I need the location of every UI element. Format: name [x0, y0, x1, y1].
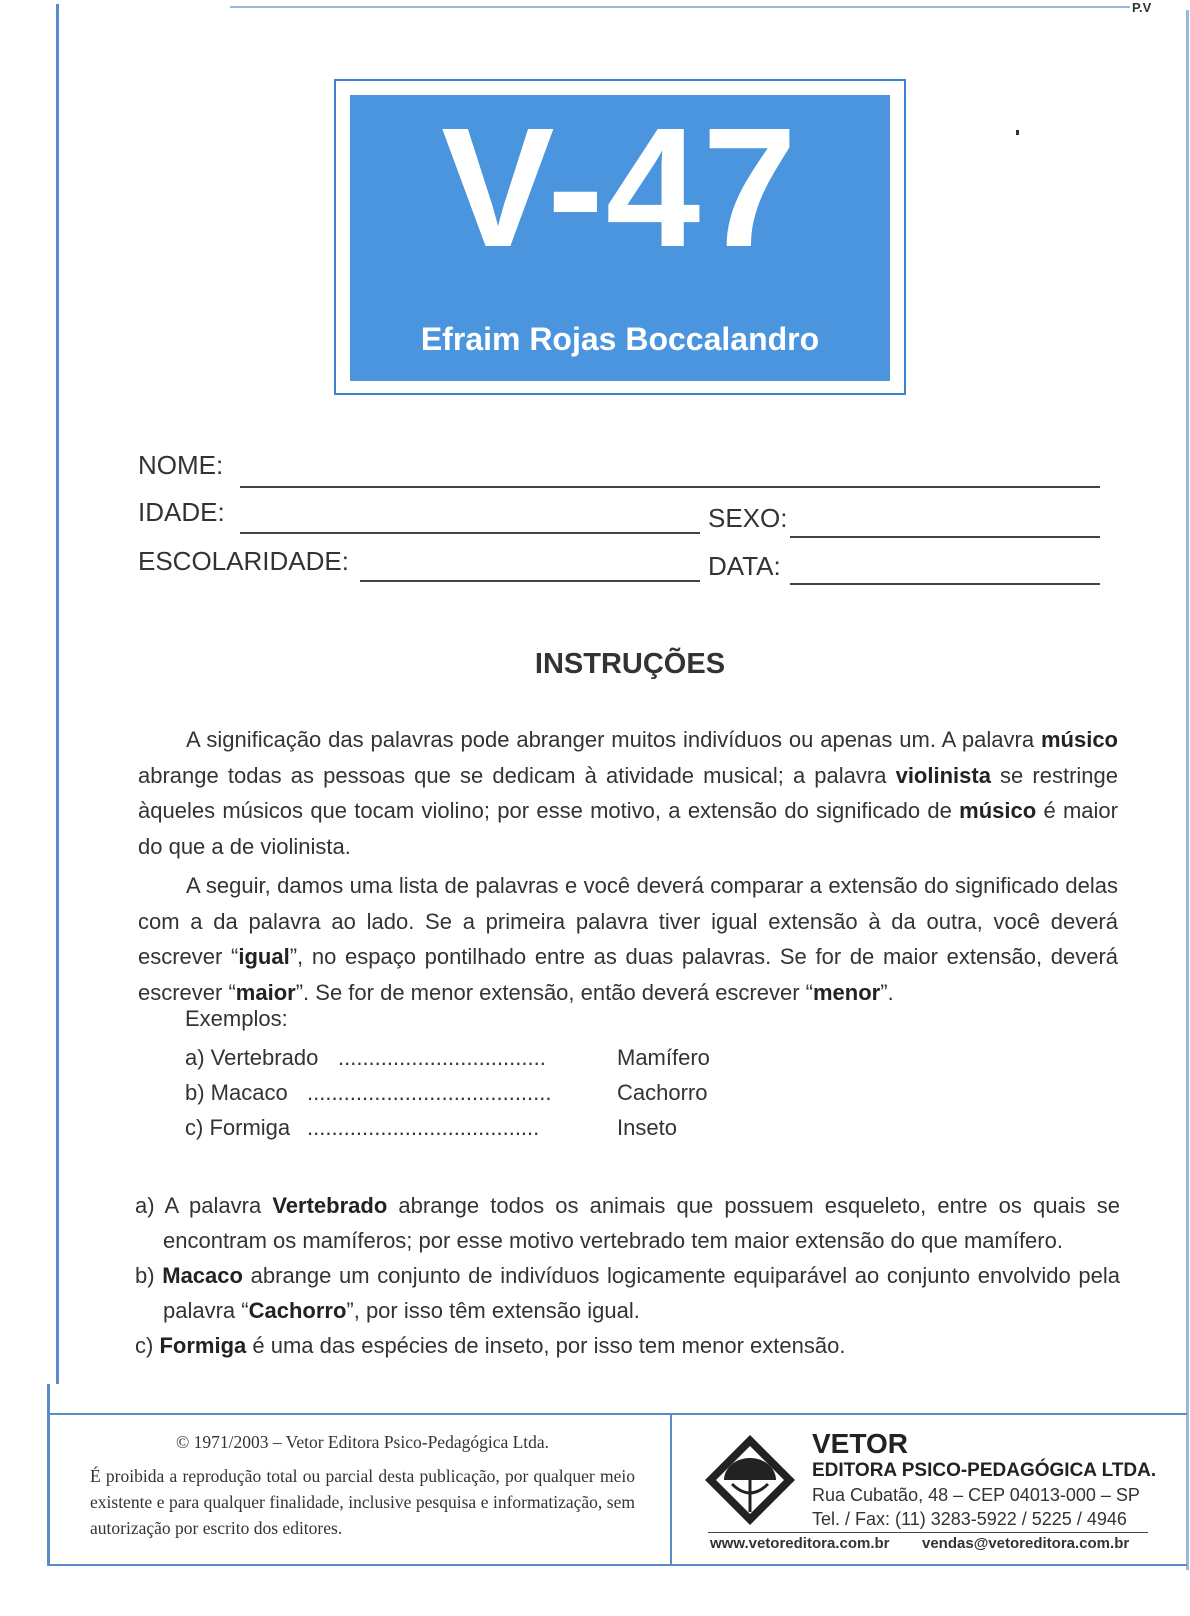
- example-left-word: a) Vertebrado: [185, 1045, 319, 1070]
- footer-divider: [670, 1415, 672, 1564]
- copyright-line: © 1971/2003 – Vetor Editora Psico-Pedagógica Ltda.: [175, 1432, 550, 1452]
- example-dotted-blank: ......................................: [307, 1115, 540, 1140]
- nome-field[interactable]: [240, 486, 1100, 488]
- vetor-logo-icon: [702, 1432, 798, 1528]
- instructions-paragraph-1: A significação das palavras pode abranger muitos indivíduos ou apenas um. A palavra músico abrange todas as pessoas que se dedicam à atividade musical; a palavra violinista se restringe àqueles músicos que tocam violino; por esse motivo, a extensão do significado de músico é maior do que a de violinista.: [138, 727, 1118, 859]
- publisher-phone: Tel. / Fax: (11) 3283-5922 / 5225 / 4946: [812, 1509, 1127, 1529]
- example-right-word: Inseto: [617, 1115, 677, 1140]
- footer-top-rule: [47, 1413, 1187, 1415]
- idade-field[interactable]: [240, 532, 700, 534]
- example-right-word: Cachorro: [617, 1080, 708, 1105]
- website-link[interactable]: www.vetoreditora.com.br: [710, 1535, 890, 1552]
- explanation-c: c) Formiga é uma das espécies de inseto, por isso tem menor extensão.: [135, 1333, 846, 1358]
- examples-label: Exemplos:: [185, 1006, 288, 1031]
- frame-left-line: [56, 4, 59, 1384]
- idade-label: IDADE:: [138, 497, 225, 527]
- publisher-name: EDITORA PSICO-PEDAGÓGICA LTDA.: [812, 1460, 1157, 1481]
- sexo-label: SEXO:: [708, 503, 788, 533]
- corner-mark: P.V: [1132, 0, 1152, 15]
- test-title: V-47: [441, 93, 799, 283]
- explanations: [135, 1188, 1120, 1363]
- example-right-word: Mamífero: [617, 1045, 710, 1070]
- escolaridade-label: ESCOLARIDADE:: [138, 546, 349, 576]
- email-link[interactable]: vendas@vetoreditora.com.br: [922, 1535, 1130, 1552]
- example-dotted-blank: ........................................: [307, 1080, 552, 1105]
- copyright-block: [90, 1432, 635, 1541]
- example-left-word: b) Macaco: [185, 1080, 288, 1105]
- author-name: Efraim Rojas Boccalandro: [420, 321, 820, 357]
- instructions-paragraph-2: A seguir, damos uma lista de palavras e você deverá comparar a extensão do significado delas com a da palavra ao lado. Se a primeira palavra tiver igual extensão à da outra, você deverá escrever “igual”, no espaço pontilhado entre as duas palavras. Se for de maior extensão, deverá escrever “maior”. Se for de menor extensão, então deverá escrever “menor”.: [138, 873, 1119, 1005]
- example-dotted-blank: ..................................: [338, 1045, 546, 1070]
- frame-top-line: [230, 6, 1130, 8]
- reproduction-notice: É proibida a reprodução total ou parcial desta publicação, por qualquer meio existente e para qualquer finalidade, inclusive pesquisa e informatização, sem autorização por escrito dos editores.: [90, 1466, 635, 1538]
- title-box: [350, 95, 890, 381]
- data-field[interactable]: [790, 583, 1100, 585]
- data-label: DATA:: [708, 551, 781, 581]
- escolaridade-field[interactable]: [360, 580, 700, 582]
- speck: [1016, 130, 1019, 135]
- explanation-a: a) A palavra Vertebrado abrange todos os animais que possuem esqueleto, entre os quais se encontram os mamíferos; por esse motivo vertebrado tem maior extensão do que mamífero.: [135, 1193, 1120, 1253]
- footer-link-rule: [708, 1532, 1148, 1533]
- frame-left-line-footer: [47, 1384, 50, 1564]
- example-left-word: c) Formiga: [185, 1115, 291, 1140]
- explanation-b: b) Macaco abrange um conjunto de indivíduos logicamente equiparável ao conjunto envolvido pela palavra “Cachorro”, por isso têm extensão igual.: [135, 1263, 1120, 1323]
- instructions-heading: INSTRUÇÕES: [534, 648, 726, 680]
- nome-label: NOME:: [138, 450, 224, 480]
- sexo-field[interactable]: [790, 536, 1100, 538]
- publisher-address: Rua Cubatão, 48 – CEP 04013-000 – SP: [812, 1485, 1140, 1505]
- footer-bottom-rule: [47, 1564, 1187, 1566]
- frame-right-line: [1186, 10, 1189, 1570]
- brand-name: VETOR: [812, 1428, 908, 1459]
